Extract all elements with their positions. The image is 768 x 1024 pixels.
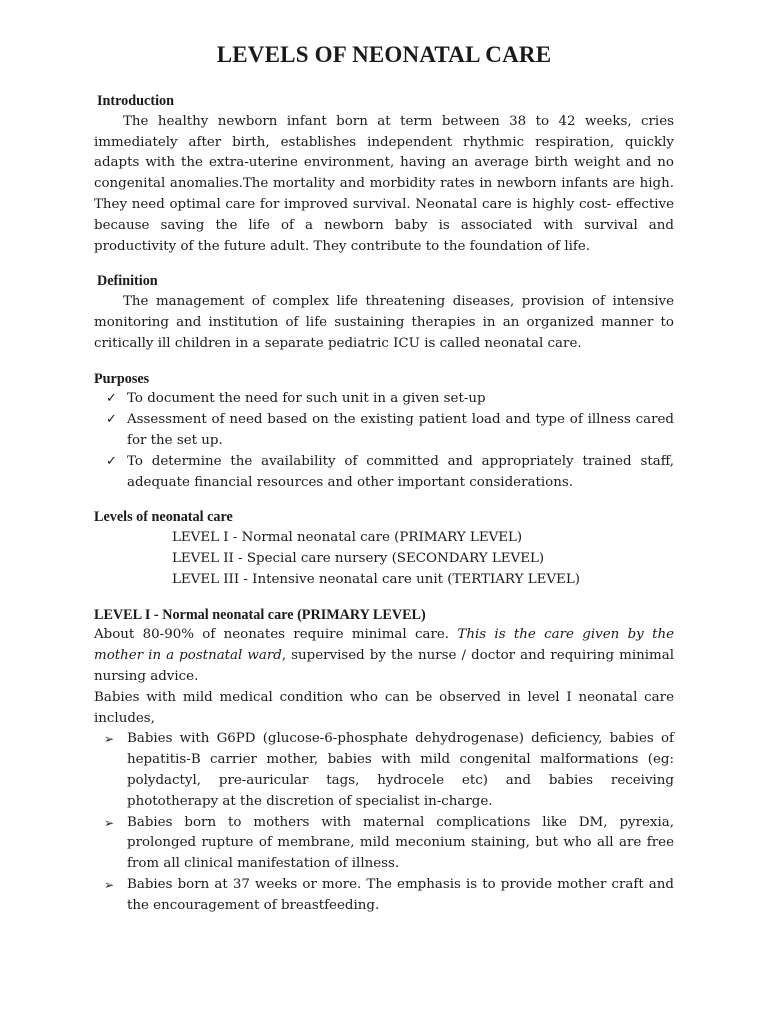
purposes-list [94, 389, 674, 493]
check-mark-icon: ✓ [106, 391, 117, 407]
level1-paragraph: About 80-90% of neonates require minimal care. This is the care given by the mother in a postnatal ward, supervised by the nurse / doctor and requiring minimal nursing advice. [94, 627, 674, 684]
arrowhead-bullet-icon: ➢ [104, 877, 115, 892]
list-item: ✓ To document the need for such unit in a given set-up [94, 389, 674, 410]
introduction-text: The healthy newborn infant born at term between 38 to 42 weeks, cries immediately after birth, establishes independent rhythmic respiration, quickly adapts with the extra-uterine environment, having an average birth weight and no congenital anomalies.The mortality and morbidity rates in newborn infants are high. They need optimal care for improved survival. Neonatal care is highly cost- effective because saving the life of a newborn baby is associated with survival and productivity of the future adult. They contribute to the foundation of life. [94, 113, 674, 254]
definition-text: The management of complex life threatening diseases, provision of intensive monitoring and institution of life sustaining therapies in an organized manner to critically ill children in a separate pediatric ICU is called neonatal care. [94, 294, 674, 351]
list-item: ➢ Babies with G6PD (glucose-6-phosphate dehydrogenase) deficiency, babies of hepatitis-B carrier mother, babies with mild congenital malformations (eg: polydactyl, pre-auricular tags, hydrocele etc) and babies receiving phototherapy at the discretion of specialist in-charge. [104, 731, 674, 809]
introduction-heading: Introduction [97, 93, 174, 109]
level1-list [94, 729, 674, 916]
levels-section [94, 507, 674, 590]
level1-italic-text: This is the care given by the mother in a postnatal ward [94, 627, 674, 664]
page-title: LEVELS OF NEONATAL CARE [216, 42, 552, 67]
definition-section [94, 271, 674, 354]
purposes-heading: Purposes [94, 370, 150, 387]
check-mark-icon: ✓ [106, 453, 117, 469]
level-item: LEVEL III - Intensive neonatal care unit (TERTIARY LEVEL) [172, 571, 580, 587]
level1-section [94, 605, 674, 917]
arrowhead-bullet-icon: ➢ [104, 815, 115, 830]
check-mark-icon: ✓ [106, 412, 117, 428]
level-item: LEVEL II - Special care nursery (SECONDARY LEVEL) [172, 550, 545, 566]
list-item: ✓ To determine the availability of committed and appropriately trained staff, adequate financial resources and other important considerations. [106, 453, 674, 490]
level1-paragraph-2: Babies with mild medical condition who can be observed in level I neonatal care includes, [94, 689, 674, 726]
purposes-section [94, 369, 674, 494]
levels-heading: Levels of neonatal care [94, 509, 233, 526]
level1-heading: LEVEL I - Normal neonatal care (PRIMARY LEVEL) [94, 606, 426, 623]
list-item: ✓ Assessment of need based on the existing patient load and type of illness cared for the set up. [106, 412, 674, 448]
list-item: ➢ Babies born at 37 weeks or more. The emphasis is to provide mother craft and the encouragement of breastfeeding. [104, 876, 674, 913]
arrowhead-bullet-icon: ➢ [104, 732, 115, 747]
levels-list [94, 528, 674, 590]
definition-heading: Definition [97, 273, 158, 290]
level-item: LEVEL I - Normal neonatal care (PRIMARY LEVEL) [172, 530, 523, 546]
list-item: ➢ Babies born to mothers with maternal complications like DM, pyrexia, prolonged rupture of membrane, mild meconium staining, but who all are free from all clinical manifestation of illness. [104, 814, 674, 872]
introduction-section [94, 91, 674, 257]
